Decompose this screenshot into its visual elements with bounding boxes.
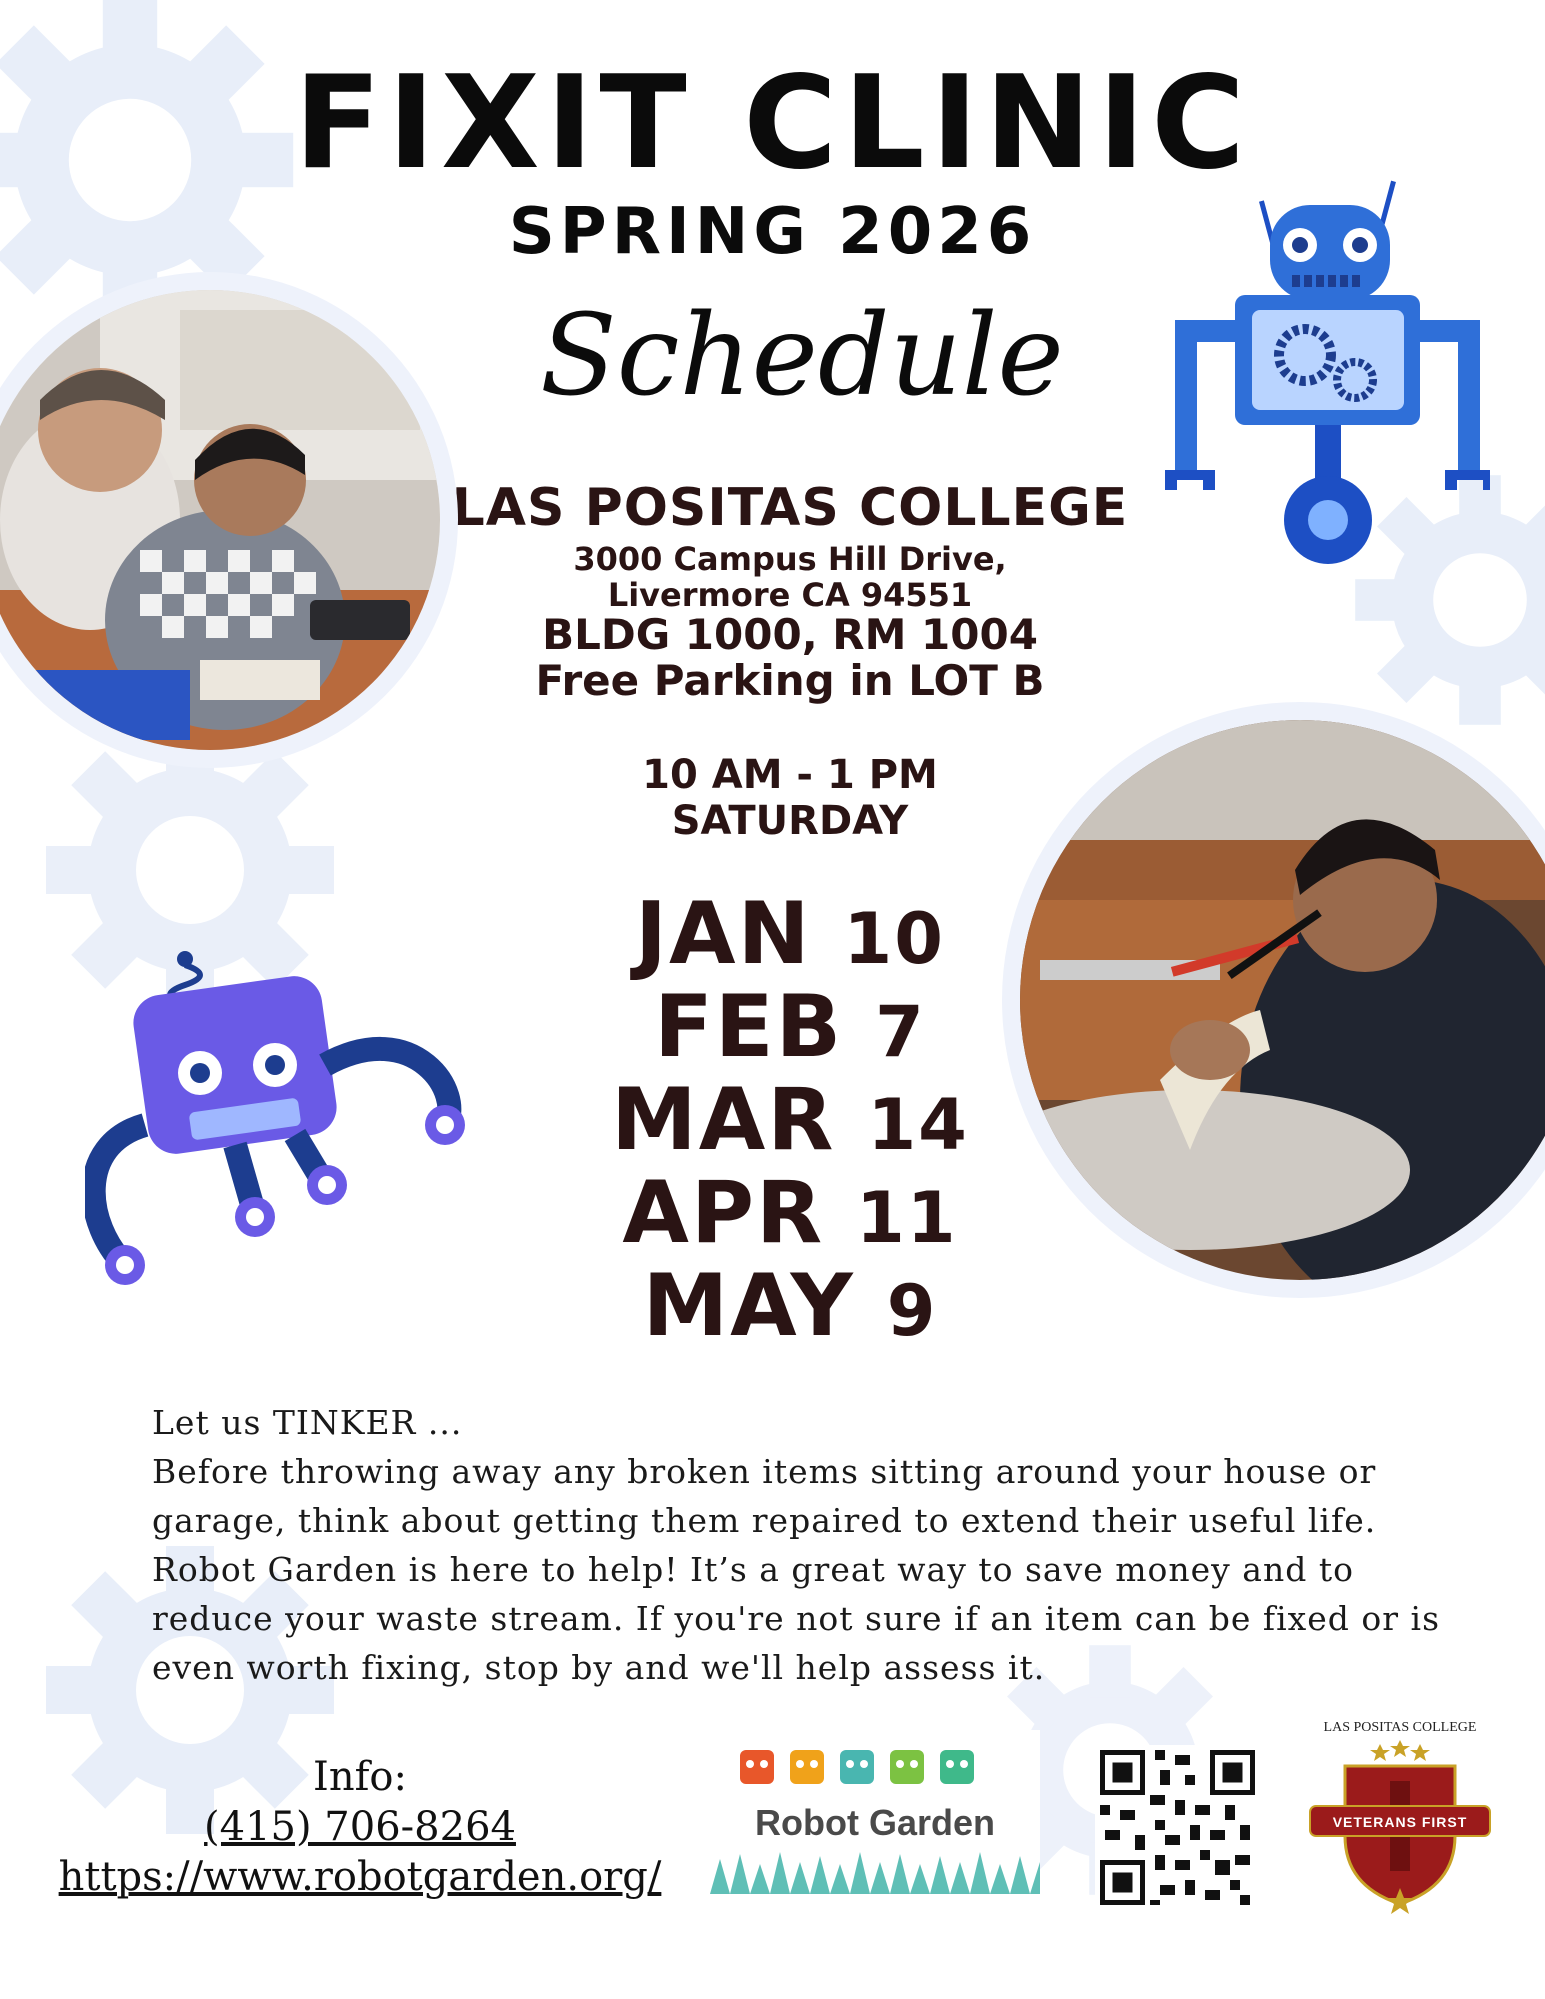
lpc-banner-text: VETERANS FIRST (1332, 1814, 1468, 1830)
contact-info (40, 1752, 680, 1902)
date-day: 11 (856, 1177, 958, 1259)
event-subtitle: SPRING 2026 (508, 195, 1037, 269)
schedule-heading: Schedule (540, 291, 1064, 421)
event-day: SATURDAY (671, 798, 909, 844)
robot-garden-wordmark: Robot Garden (755, 1802, 995, 1843)
date-item (500, 884, 1080, 984)
purple-robot-icon (85, 945, 495, 1290)
website-link[interactable]: https://www.robotgarden.org/ (58, 1854, 662, 1900)
blue-robot-icon (1160, 150, 1490, 580)
date-list (500, 884, 1080, 1356)
building-room: BLDG 1000, RM 1004 (542, 610, 1038, 659)
photo-tinkering-pair (0, 290, 440, 750)
date-month: MAR (611, 1070, 836, 1170)
robot-garden-robots-icon (710, 1730, 1040, 1800)
address-line2: Livermore CA 94551 (607, 576, 973, 614)
lpc-logo-header: LAS POSITAS COLLEGE (1323, 1720, 1477, 1735)
date-item (500, 1070, 1080, 1170)
event-title: FIXIT CLINIC (293, 49, 1252, 198)
date-day: 9 (886, 1270, 938, 1352)
address-line1: 3000 Campus Hill Drive, (573, 540, 1007, 578)
grass-icon (710, 1844, 1040, 1894)
phone-link[interactable]: (415) 706-8264 (204, 1804, 516, 1850)
description-paragraph: Before throwing away any broken items sitting around your house or garage, think about getting them repaired to extend their useful life. Robot Garden is here to help! It’s a great way to save money and to reduce your waste stream. If you're not sure if an item can be fixed or is even worth fixing, stop by and we'll help assess it. (152, 1452, 1441, 1687)
date-month: APR (622, 1163, 825, 1263)
robot-garden-logo (710, 1730, 1040, 1910)
description-intro: Let us TINKER ... (152, 1403, 463, 1442)
date-day: 10 (843, 898, 945, 980)
date-day: 7 (875, 991, 926, 1073)
date-month: MAY (642, 1256, 855, 1356)
lpc-veterans-logo (1300, 1720, 1500, 1920)
photo-student-repair (1020, 720, 1545, 1280)
date-day: 14 (867, 1084, 969, 1166)
date-item (500, 1256, 1080, 1356)
college-name: LAS POSITAS COLLEGE (451, 478, 1129, 538)
date-month: FEB (654, 977, 844, 1077)
info-label: Info: (313, 1754, 407, 1800)
qr-code[interactable] (1095, 1745, 1260, 1910)
parking-info: Free Parking in LOT B (535, 656, 1045, 705)
description-block (152, 1398, 1442, 1692)
date-item (500, 1163, 1080, 1263)
date-month: JAN (635, 884, 812, 984)
event-hours: 10 AM - 1 PM (642, 752, 938, 798)
date-item (500, 977, 1080, 1077)
